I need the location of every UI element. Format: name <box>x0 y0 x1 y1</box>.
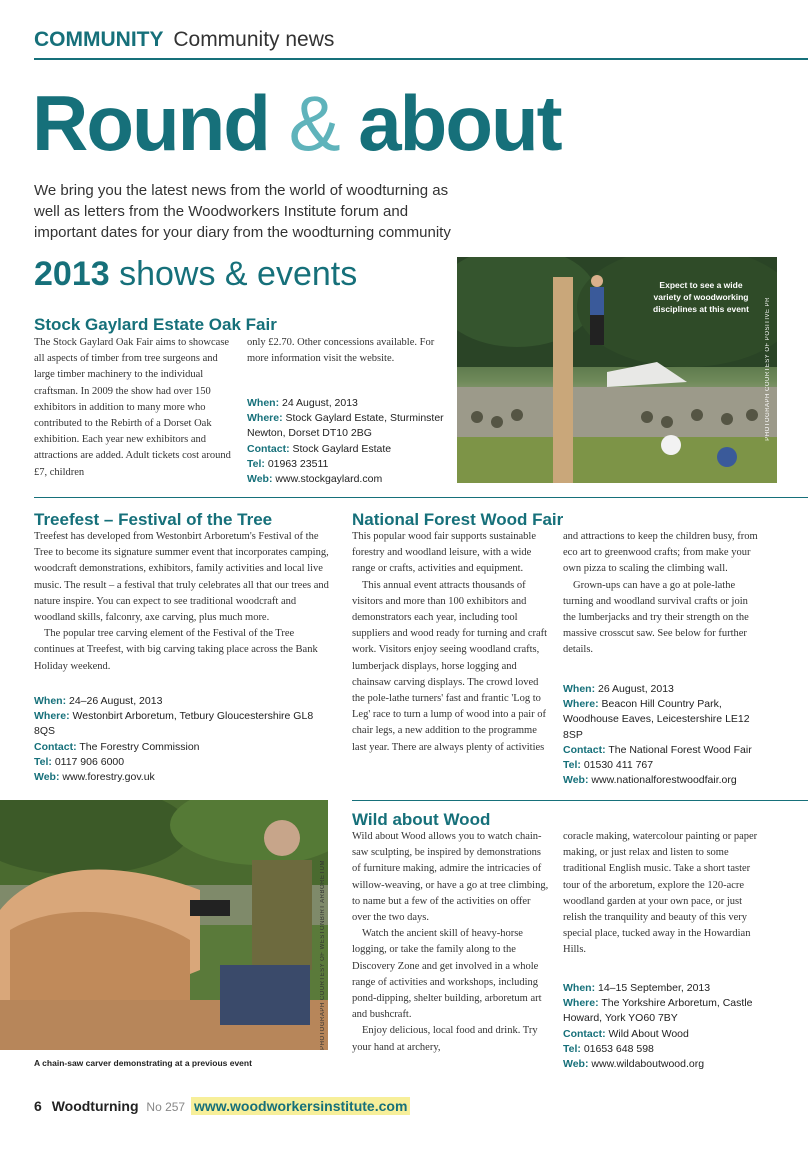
where-label: Where: <box>247 412 283 425</box>
tel-label: Tel: <box>34 755 52 768</box>
wild-wood-col1-p2: Watch the ancient skill of heavy-horse logging, or take the family along to the Discovery Zone and get involved in a whole range of activities and workshops, including pond-dipping, shelter building, arboretum art and bushcraft. <box>352 928 542 1021</box>
wild-wood-title: Wild about Wood <box>352 810 491 829</box>
stock-gaylard-info <box>247 396 447 487</box>
when-value: 24 August, 2013 <box>282 397 358 409</box>
when-label: When: <box>34 695 67 707</box>
contact-label: Contact: <box>34 740 77 753</box>
treefest-p1: Treefest has developed from Westonbirt Arboretum's Festival of the Tree to become its signature summer event that incorporates camping, woodcraft demonstrations, exhibitors, family activities and local live music. The result – a festival that truly celebrates all that our trees and nature inspire. You can expect to see traditional woodcraft and woodland skills, falconry, axe carving, plus much more. <box>34 531 329 624</box>
page-title <box>32 78 561 168</box>
where-label: Where: <box>563 698 599 711</box>
tel-label: Tel: <box>247 457 265 470</box>
wild-wood-col1-p1: Wild about Wood allows you to watch chain-saw sculpting, be inspired by demonstrations of furniture making, admire the intricacies of willow-weaving, or have a go at tree climbing, to name but a few of the activities on offer over the two days. <box>352 831 549 924</box>
photo-bottom-credit: PHOTOGRAPH COURTESY OF WESTONBIRT ARBORETUM <box>320 860 326 1050</box>
when-label: When: <box>247 397 280 409</box>
tel-value: 01963 23511 <box>267 457 329 470</box>
contact-value: Stock Gaylard Estate <box>292 442 392 455</box>
stock-gaylard-body-col1 <box>34 335 234 481</box>
national-forest-col1 <box>352 529 550 756</box>
web-label: Web: <box>563 774 589 787</box>
when-label: When: <box>563 683 596 695</box>
tel-label: Tel: <box>563 1042 581 1055</box>
issue-number: No 257 <box>146 1100 186 1114</box>
when-value: 14–15 September, 2013 <box>598 982 711 994</box>
stock-gaylard-title: Stock Gaylard Estate Oak Fair <box>34 315 277 334</box>
web-link[interactable]: www.wildaboutwood.org <box>591 1058 705 1071</box>
divider-1 <box>34 497 808 498</box>
title-round: Round <box>32 79 269 167</box>
web-label: Web: <box>563 1058 589 1071</box>
national-forest-col1-p2: This annual event attracts thousands of visitors and more than 100 exhibitors and demonstrators each year, including tool suppliers and wood ready for turning and craft work. Visitors enjoy seeing woodland crafts, lumberjack displays, horse logging and chainsaw carving displays. The crowd loved the pole-lathe turners' fast and frantic 'Log to Leg' race to turn a lump of wood into a pair of chair legs, a new addition to the programme last year. There are always plenty of activities <box>352 579 548 753</box>
web-link[interactable]: www.stockgaylard.com <box>275 473 383 486</box>
header-rule <box>34 58 808 60</box>
wild-wood-col1 <box>352 829 550 1056</box>
photo-top-credit: PHOTOGRAPH COURTESY OF POSITIVE PR <box>765 297 771 441</box>
contact-label: Contact: <box>563 743 606 756</box>
web-label: Web: <box>247 473 273 486</box>
events-year: 2013 <box>34 255 110 293</box>
photo-bottom-caption: A chain-saw carver demonstrating at a previous event <box>34 1058 252 1068</box>
photo-chainsaw-carver-art <box>0 800 328 1050</box>
web-link[interactable]: www.nationalforestwoodfair.org <box>591 774 737 787</box>
contact-value: The National Forest Wood Fair <box>608 743 752 756</box>
web-label: Web: <box>34 771 60 784</box>
photo-log-climber <box>457 257 777 483</box>
section-label: COMMUNITY <box>34 28 164 51</box>
subsection-label: Community news <box>173 28 335 51</box>
contact-value: The Forestry Commission <box>79 740 200 753</box>
where-label: Where: <box>563 997 599 1010</box>
divider-2 <box>352 800 808 801</box>
events-heading <box>34 255 357 294</box>
tel-value: 01653 648 598 <box>583 1042 654 1055</box>
when-value: 26 August, 2013 <box>598 683 674 695</box>
national-forest-col2-p2: Grown-ups can have a go at pole-lathe turning and woodland survival crafts or join the lumberjacks and try their strength on the massive crosscut saw. See below for further details. <box>563 579 749 656</box>
web-link[interactable]: www.forestry.gov.uk <box>62 771 155 784</box>
photo-top-caption: Expect to see a wide variety of woodworking disciplines at this event <box>653 280 749 314</box>
national-forest-info <box>563 682 763 788</box>
where-value: Stock Gaylard Estate, Sturminster Newton, Dorset DT10 2BG <box>247 412 444 440</box>
when-label: When: <box>563 982 596 994</box>
tel-label: Tel: <box>563 759 581 772</box>
contact-label: Contact: <box>247 442 290 455</box>
stock-gaylard-p1: The Stock Gaylard Oak Fair aims to showcase all aspects of timber from tree surgeons and large timber machinery to the individual craftsman. In 2009 the show had over 150 exhibitors in addition to many more who contributed to the Rebirth of a Dorset Oak exhibition. Each year new exhibitors and attractions are added. Adult tickets cost around £7, children <box>34 337 231 478</box>
national-forest-title: National Forest Wood Fair <box>352 510 564 529</box>
when-value: 24–26 August, 2013 <box>69 695 163 707</box>
where-value: Westonbirt Arboretum, Tetbury Gloucestershire GL8 8QS <box>34 710 314 738</box>
footer-url[interactable]: www.woodworkersinstitute.com <box>191 1097 410 1115</box>
section-header <box>34 28 334 52</box>
wild-wood-col1-p3: Enjoy delicious, local food and drink. Try your hand at archery, <box>352 1025 538 1053</box>
wild-wood-info <box>563 981 763 1072</box>
treefest-info <box>34 694 334 785</box>
wild-wood-col2 <box>563 829 761 959</box>
treefest-title: Treefest – Festival of the Tree <box>34 510 273 529</box>
wild-wood-col2-p1: coracle making, watercolour painting or paper making, or just relax and listen to some traditional English music. Take a short taster tour of the arboretum, explore the 120-acre woodland garden at your own pace, or just relish the tranquility and beauty of this very special place, tucked away in the Howardian Hills. <box>563 831 758 956</box>
contact-label: Contact: <box>563 1027 606 1040</box>
magazine-name: Woodturning <box>51 1098 139 1114</box>
events-title: shows & events <box>119 255 358 293</box>
stock-gaylard-body-col2 <box>247 335 447 367</box>
national-forest-col2-p1: and attractions to keep the children busy, from eco art to greenwood crafts; from make your own pizza to scaling the climbing wall. <box>563 531 758 575</box>
where-value: The Yorkshire Arboretum, Castle Howard, York YO60 7BY <box>563 997 753 1025</box>
where-label: Where: <box>34 710 70 723</box>
contact-value: Wild About Wood <box>608 1027 689 1040</box>
intro-text: We bring you the latest news from the world of woodturning as well as letters from the Woodworkers Institute forum and important dates for your diary from the woodturning community <box>34 182 451 241</box>
treefest-body <box>34 529 334 675</box>
treefest-p2: The popular tree carving element of the Festival of the Tree continues at Treefest, with big carving taking place across the Bank Holiday weekend. <box>34 628 318 672</box>
where-value: Beacon Hill Country Park, Woodhouse Eaves, Leicestershire LE12 8SP <box>563 698 750 741</box>
photo-chainsaw-carver <box>0 800 328 1050</box>
page-number: 6 <box>34 1098 42 1114</box>
national-forest-col1-p1: This popular wood fair supports sustainable forestry and woodland leisure, with a wide range or crafts, activities and equipment. <box>352 531 537 575</box>
national-forest-col2 <box>563 529 761 659</box>
tel-value: 0117 906 6000 <box>54 755 125 768</box>
title-amp: & <box>288 79 339 167</box>
page-footer <box>34 1098 410 1114</box>
tel-value: 01530 411 767 <box>583 759 654 772</box>
title-about: about <box>358 79 561 167</box>
stock-gaylard-p2: only £2.70. Other concessions available. For more information visit the website. <box>247 337 435 365</box>
